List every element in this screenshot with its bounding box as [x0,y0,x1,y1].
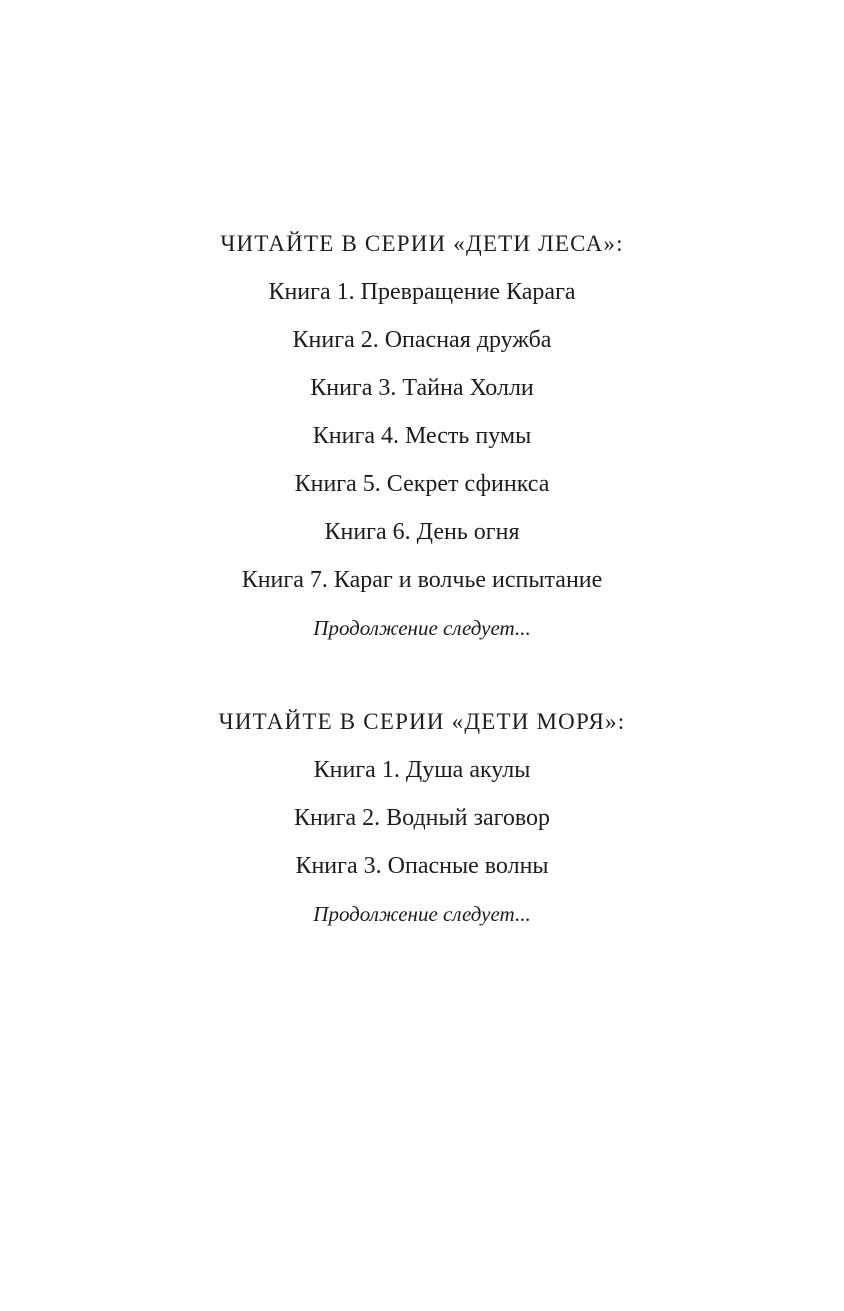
book-title: Книга 3. Опасные волны [295,853,549,879]
series-deti-morya [0,698,844,938]
book-title: Книга 2. Водный заговор [293,805,551,831]
series-heading: ЧИТАЙТЕ В СЕРИИ «ДЕТИ ЛЕСА»: [220,231,624,256]
book-title: Книга 2. Опасная дружба [292,327,552,353]
series-heading: ЧИТАЙТЕ В СЕРИИ «ДЕТИ МОРЯ»: [218,709,626,734]
book-list [0,268,844,604]
book-title: Книга 7. Караг и волчье испытание [241,567,603,593]
book-title: Книга 1. Превращение Карага [268,279,576,305]
continued-note: Продолжение следует... [313,616,531,640]
series-deti-lesa [0,220,844,652]
book-title: Книга 4. Месть пумы [312,423,532,449]
book-title: Книга 6. День огня [324,519,520,545]
book-list [0,746,844,890]
continued-note: Продолжение следует... [313,902,531,926]
book-title: Книга 1. Душа акулы [313,757,531,783]
book-title: Книга 3. Тайна Холли [310,375,534,401]
book-title: Книга 5. Секрет сфинкса [294,471,550,497]
